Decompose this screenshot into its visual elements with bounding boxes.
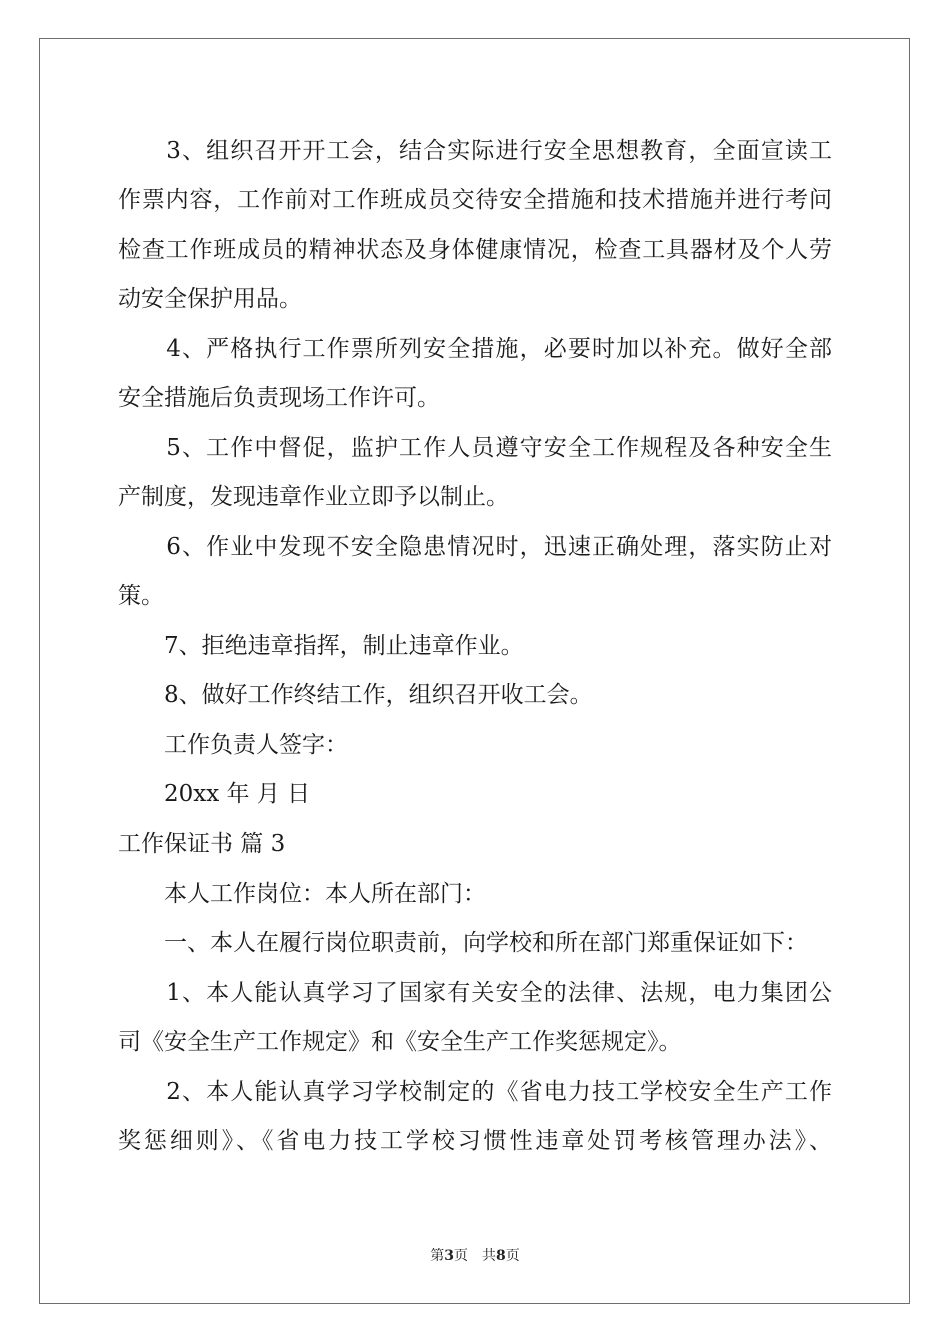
date-line: 20xx 年 月 日: [118, 781, 311, 807]
page-footer: [0, 1247, 950, 1265]
body-line: 安全措施后负责现场工作许可。: [118, 385, 440, 411]
signature-label: 工作负责人签字：: [118, 732, 348, 758]
body-line: 6、作业中发现不安全隐患情况时，迅速正确处理，落实防止对: [118, 534, 832, 560]
body-line: 4、严格执行工作票所列安全措施，必要时加以补充。做好全部: [118, 336, 832, 362]
body-line: 一、本人在履行岗位职责前，向学校和所在部门郑重保证如下：: [118, 930, 808, 956]
body-line: 检查工作班成员的精神状态及身体健康情况，检查工具器材及个人劳: [118, 237, 832, 263]
page-prefix: 第: [430, 1248, 445, 1264]
body-line: 本人工作岗位：本人所在部门：: [118, 881, 486, 907]
body-line: 奖惩细则》、《省电力技工学校习惯性违章处罚考核管理办法》、: [118, 1128, 832, 1154]
body-line: 1、本人能认真学习了国家有关安全的法律、法规，电力集团公: [118, 980, 832, 1006]
body-line: 7、拒绝违章指挥，制止违章作业。: [118, 633, 524, 659]
section-heading: 工作保证书 篇 3: [118, 831, 286, 857]
body-line: 8、做好工作终结工作，组织召开收工会。: [118, 682, 593, 708]
body-line: 5、工作中督促，监护工作人员遵守安全工作规程及各种安全生: [118, 435, 832, 461]
page-current: 3: [444, 1248, 454, 1264]
body-line: 策。: [118, 583, 164, 609]
page-total: 8: [496, 1248, 506, 1264]
page-mid: 页 共: [454, 1248, 496, 1264]
page-suffix: 页: [505, 1248, 520, 1264]
body-line: 3、组织召开开工会，结合实际进行安全思想教育，全面宣读工: [118, 138, 832, 164]
body-line: 作票内容，工作前对工作班成员交待安全措施和技术措施并进行考问: [118, 187, 832, 213]
body-line: 2、本人能认真学习学校制定的《省电力技工学校安全生产工作: [118, 1079, 832, 1105]
body-line: 产制度，发现违章作业立即予以制止。: [118, 484, 509, 510]
page-border: [39, 38, 910, 1304]
body-line: 司《安全生产工作规定》和《安全生产工作奖惩规定》。: [118, 1029, 682, 1055]
body-line: 动安全保护用品。: [118, 286, 302, 312]
